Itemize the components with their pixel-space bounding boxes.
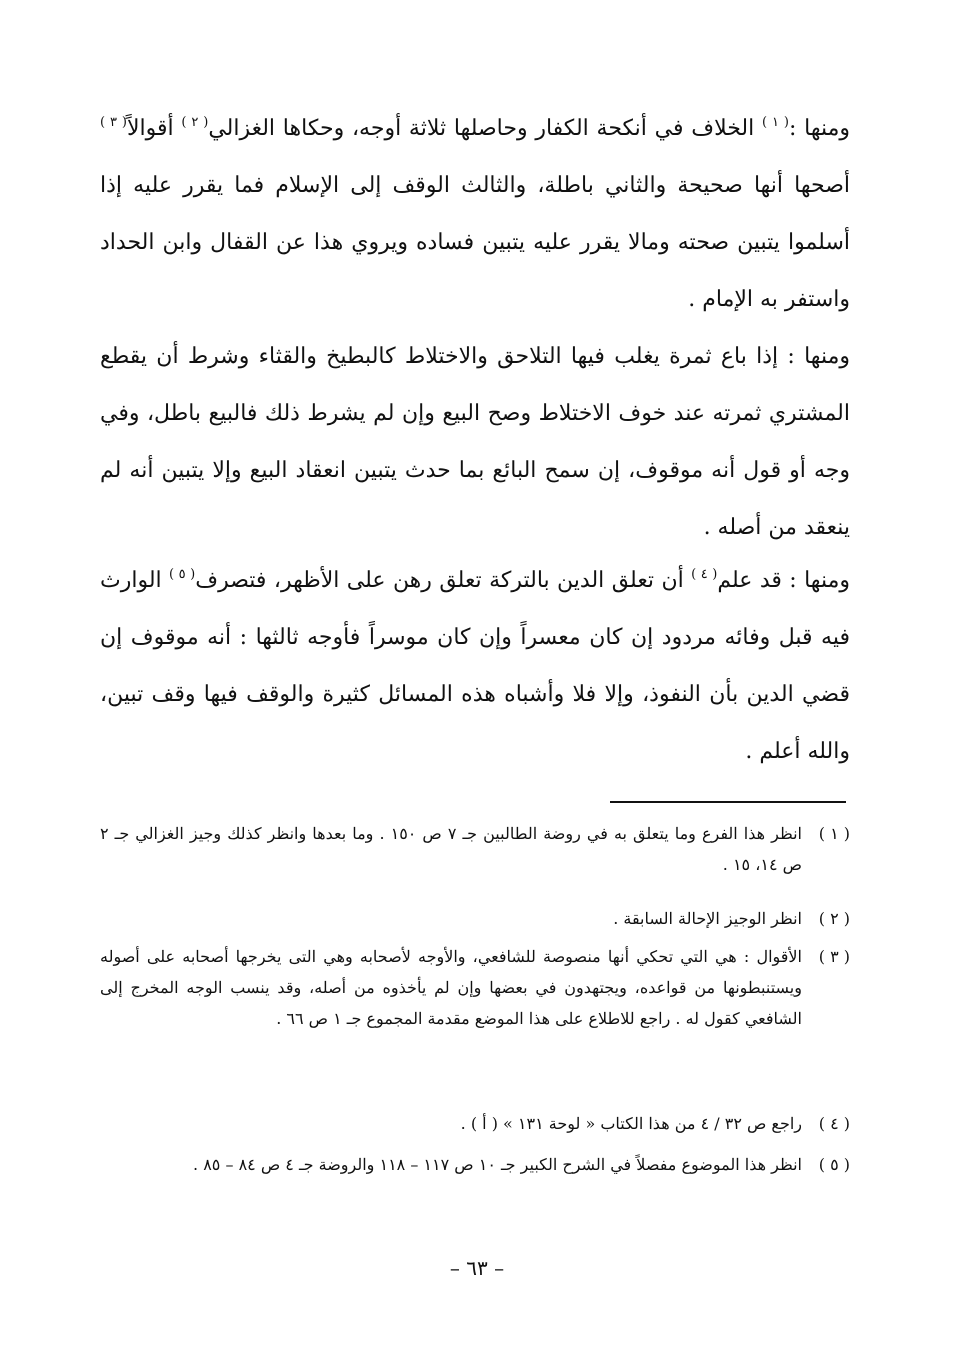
footnote-3 xyxy=(100,941,850,1034)
footnote-1 xyxy=(100,818,850,880)
footnote-ref-3: ( ٣ ) xyxy=(100,115,127,130)
footnote-text: الأقوال : هي التي تحكي أنها منصوصة للشافعي، والأوجه لأصحابه وهي التى يخرجها أصحابه على أصوله ويستنبطونها من قواعده، ويجتهدون في بعضها وإن لم يأخذوه من أصله، وقد ينسب الوجه المخرج إلى الشافعي كقول له . راجع للاطلاع على هذا الموضع مقدمة المجموع جـ ١ ص ٦٦ . xyxy=(100,947,802,1028)
footnote-4 xyxy=(100,1108,850,1139)
footnote-number: ( ١ ) xyxy=(818,824,850,843)
footnote-2 xyxy=(100,903,850,934)
footnote-ref-1: ( ١ ) xyxy=(762,115,789,130)
footnote-separator xyxy=(610,801,846,803)
paragraph-fruit-sale xyxy=(100,328,850,556)
paragraph-estate-debt xyxy=(100,552,850,780)
footnote-ref-5: ( ٥ ) xyxy=(169,567,196,582)
footnote-number: ( ٤ ) xyxy=(818,1114,850,1133)
footnote-ref-2: ( ٢ ) xyxy=(181,115,209,130)
footnote-text: راجع ص ٣٢ / ٤ من هذا الكتاب « لوحة ١٣١ » ( أ ) . xyxy=(460,1114,802,1133)
footnote-text: انظر الوجيز الإحالة السابقة . xyxy=(613,909,802,928)
paragraph-text: الوارث فيه قبل وفائه مردود إن كان معسراً وإن كان موسراً فأوجه ثالثها : أنه موقوف إن قضي الدين بأن النفوذ، وإلا فلا وأشباه هذه المسائل كثيرة والوقف فيها وقف تبين، والله أعلم . xyxy=(100,568,850,764)
paragraph-text: الخلاف في أنكحة الكفار وحاصلها ثلاثة أوجه، وحكاها الغزالي xyxy=(208,116,762,141)
footnote-number: ( ٥ ) xyxy=(818,1155,850,1174)
footnote-number: ( ٣ ) xyxy=(818,947,850,966)
paragraph-text: أقوالاً xyxy=(126,116,182,141)
page-number: – ٦٣ – xyxy=(449,1256,505,1280)
paragraph-marriages-of-disbelievers xyxy=(100,100,850,328)
footnote-number: ( ٢ ) xyxy=(818,909,850,928)
paragraph-text: ومنها : قد علم xyxy=(717,568,850,593)
footnote-5 xyxy=(100,1149,850,1180)
paragraph-text: ومنها : إذا باع ثمرة يغلب فيها التلاحق والاختلاط كالبطيخ والقثاء وشرط أن يقطع المشتري ثمرته عند خوف الاختلاط وصح البيع وإن لم يشرط ذلك فالبيع باطل، وفي وجه أو قول أنه موقوف، إن سمح البائع بما حدث يتبين انعقاد البيع وإلا يتبين أنه لم ينعقد من أصله . xyxy=(100,344,850,540)
paragraph-text: أصحها أنها صحيحة والثاني باطلة، والثالث الوقف إلى الإسلام فما يقرر عليه إذا أسلموا يتبين صحته ومالا يقرر عليه يتبين فساده ويروي هذا عن القفال وابن الحداد واستفر به الإمام . xyxy=(100,173,850,312)
footnote-text: انظر هذا الموضوع مفصلاً في الشرح الكبير جـ ١٠ ص ١١٧ – ١١٨ والروضة جـ ٤ ص ٨٤ – ٨٥ . xyxy=(193,1155,802,1174)
paragraph-text: أن تعلق الدين بالتركة تعلق رهن على الأظهر، فتصرف xyxy=(195,568,692,593)
footnote-ref-4: ( ٤ ) xyxy=(691,567,718,582)
footnote-text: انظر هذا الفرع وما يتعلق به في روضة الطالبين جـ ٧ ص ١٥٠ . وما بعدها وانظر كذلك وجيز الغزالي جـ ٢ ص ١٤، ١٥ . xyxy=(100,824,802,874)
paragraph-lead: ومنها : xyxy=(788,116,851,141)
